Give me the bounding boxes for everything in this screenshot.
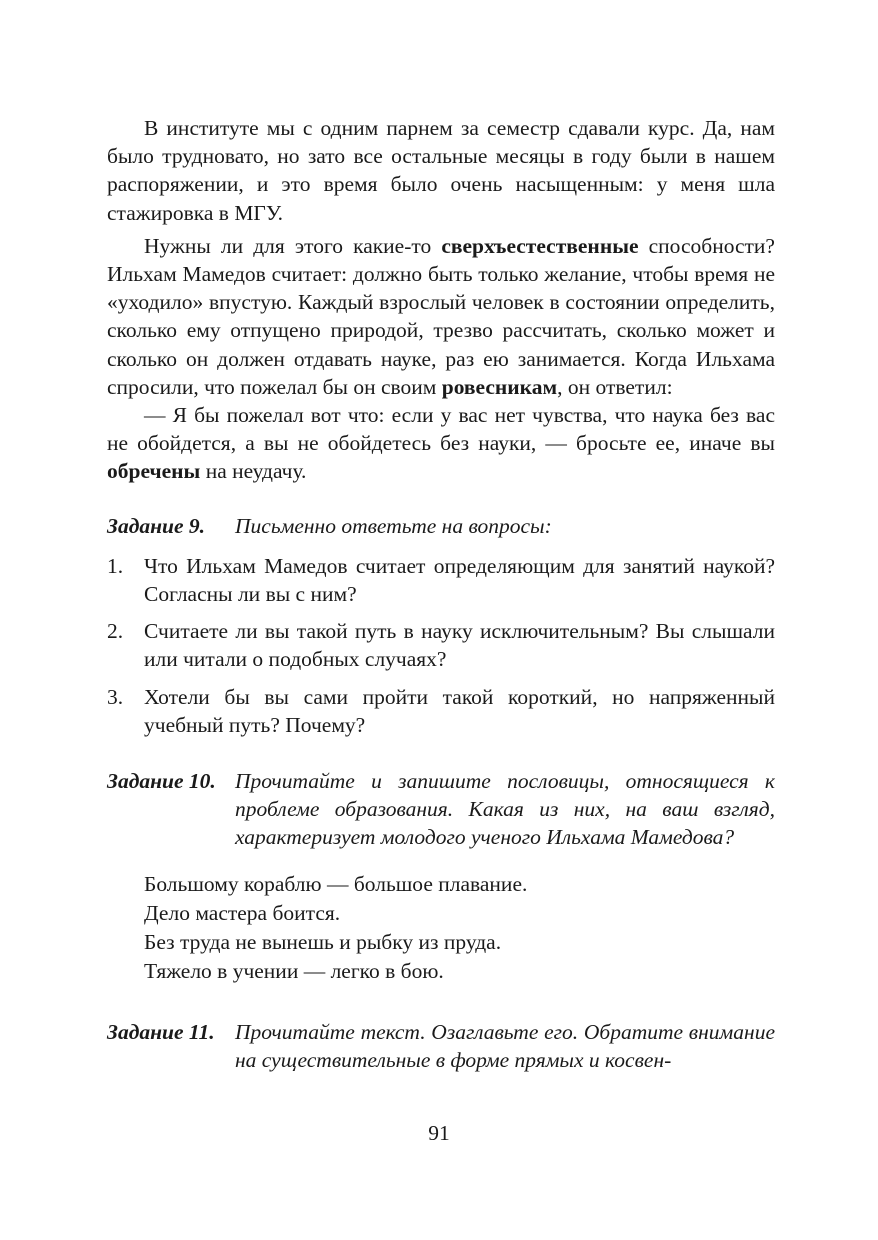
text-run: — Я бы пожелал вот что: если у вас нет чувства, что наука без вас не обойдется, а вы не обойдетесь без науки, — бросьте ее, иначе вы <box>107 403 775 456</box>
paragraph <box>107 232 775 401</box>
task-9-instruction: Письменно ответьте на вопросы: <box>235 513 552 538</box>
question-text: Хотели бы вы сами пройти такой короткий, но напряженный учебный путь? Почему? <box>144 684 775 737</box>
task-10-label: Задание 10. <box>107 769 216 794</box>
page-content <box>107 114 775 1074</box>
task-11-instruction: Прочитайте текст. Озаглавьте его. Обратите внимание на существительные в форме прямых и косвен- <box>235 1019 775 1072</box>
question-item <box>107 617 775 673</box>
question-number: 1. <box>107 553 124 578</box>
proverb: Тяжело в учении — легко в бою. <box>144 958 444 983</box>
text-run: на неудачу. <box>200 459 307 484</box>
proverb: Большому кораблю — большое плавание. <box>144 871 528 896</box>
question-item <box>107 683 775 739</box>
proverb-list <box>144 870 775 986</box>
text-run: , он ответил: <box>557 374 673 399</box>
paragraph <box>107 401 775 486</box>
page-number: 91 <box>428 1121 450 1145</box>
question-text: Что Ильхам Мамедов считает определяющим для занятий наукой? Согласны ли вы с ним? <box>144 553 775 607</box>
question-number: 2. <box>107 619 124 644</box>
proverb: Дело мастера боится. <box>144 900 341 925</box>
task-10-instruction: Прочитайте и запишите пословицы, относящиеся к проблеме образования. Какая из них, на ваш взгляд, характеризует молодого ученого Ильхама Мамедова? <box>235 769 775 850</box>
bold-term: сверхъестественные <box>441 233 639 258</box>
task-9-heading <box>107 512 775 540</box>
question-number: 3. <box>107 684 124 709</box>
paragraph <box>107 114 775 227</box>
task-9-label: Задание 9. <box>107 513 206 538</box>
body-text <box>107 114 775 486</box>
text-run: В институте мы с одним парнем за семестр сдавали курс. Да, нам было трудновато, но зато все остальные месяцы в году были в нашем распоряжении, и это время было очень насыщенным: у меня шла стажировка в МГУ. <box>107 116 775 225</box>
task-9-questions <box>107 552 775 739</box>
question-item <box>107 552 775 608</box>
bold-term: обречены <box>107 459 201 484</box>
text-run: Нужны ли для этого какие-то <box>144 233 442 258</box>
task-11-heading <box>107 1018 775 1074</box>
text-run: способности? Ильхам Мамедов считает: должно быть только желание, чтобы время не «уходило» впустую. Каждый взрослый человек в состоянии определить, сколько ему отпущено природой, трезво рассчитать, сколько может и сколько он должен отдавать науке, раз ею занимается. Когда Ильхама спросили, что пожелал бы он своим <box>107 233 775 399</box>
bold-term: ровесникам <box>441 374 558 399</box>
task-11-label: Задание 11. <box>107 1019 215 1044</box>
question-text: Считаете ли вы такой путь в науку исключительным? Вы слышали или читали о подобных случаях? <box>144 619 775 672</box>
task-10-heading <box>107 767 775 852</box>
proverb: Без труда не вынешь и рыбку из пруда. <box>144 929 502 954</box>
